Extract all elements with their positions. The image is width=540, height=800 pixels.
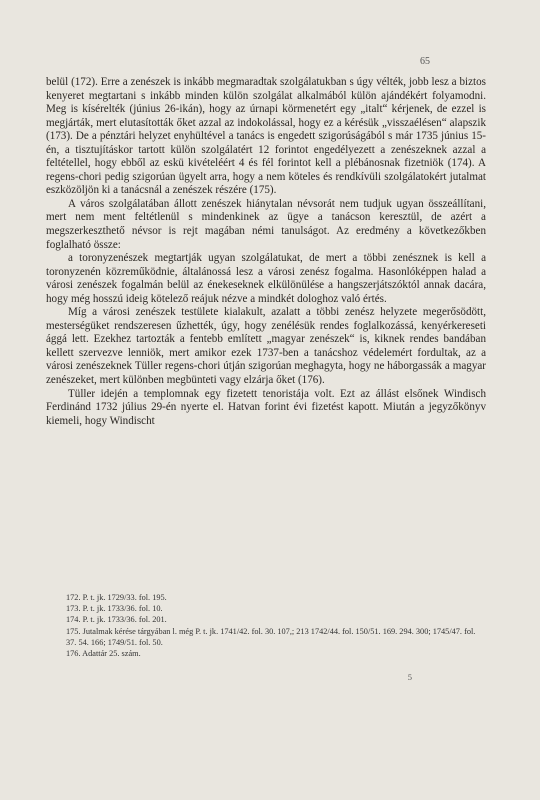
footnote: 175. Jutalmak kérése tárgyában l. még P. t. jk. 1741/42. fol. 30. 107,; 213 1742/44. fol. 150/51. 169. 294. 300; 1745/47. fol. 37. 54. 166; 1749/51. fol. 50. bbox=[66, 626, 476, 647]
paragraph: Míg a városi zenészek testülete kialakult, azalatt a többi zenész helyzete megerősödött, mesterségüket rendszeresen űzhették, úgy, hogy zenélésük rendes foglalkozássá, kenyérkereseti ággá lett. Ezekhez tartozták a fentebb említett „magyar zenészek“ is, kiknek rendes bandában kellett szervezve lenniök, mert amikor ezek 1737-ben a tanácshoz védelemért fordultak, az a városi zenészeknek Tüller regens-chori útján szigorúan meghagyta, hogy ne háborgassák a magyar zenészeket, mert különben megbünteti vagy elzárja őket (176). bbox=[46, 306, 486, 387]
footnote: 176. Adattár 25. szám. bbox=[66, 649, 141, 659]
paragraph: A város szolgálatában állott zenészek hiánytalan névsorát nem tudjuk ugyan összeállítani, mert nem ment feltétlenül s mindenkinek az ügye a tanácson keresztül, de azért a megszerkeszthető névsor is rejt magában némi tanulságot. Az eredmény a következőkben foglalható össze: bbox=[46, 197, 486, 251]
footnote: 173. P. t. jk. 1733/36. fol. 10. bbox=[66, 604, 163, 614]
signature-mark: 5 bbox=[407, 672, 412, 682]
footnotes bbox=[46, 592, 486, 659]
paragraph: Tüller idején a templomnak egy fizetett tenoristája volt. Ezt az állást elsőnek Windisch Ferdinánd 1732 július 29-én nyerte el. Hatvan forint évi fizetést kapott. Miután a jegyzőkönyv kiemeli, hogy Windischt bbox=[46, 387, 486, 427]
footnote: 174. P. t. jk. 1733/36. fol. 201. bbox=[66, 615, 167, 625]
body-text bbox=[46, 76, 486, 428]
footnote: 172. P. t. jk. 1729/33. fol. 195. bbox=[66, 593, 167, 602]
page-number: 65 bbox=[420, 56, 430, 67]
paragraph: a toronyzenészek megtartják ugyan szolgálatukat, de mert a többi zenésznek is kell a toronyzenén közreműködnie, általánossá lesz a városi zenész fogalma. Hasonlóképpen halad a városi zenészek fogalmán belül az énekeseknek elkülönülése a hangszerjátszóktól annak dacára, hogy még hosszú ideig kötelező reájuk nézve a mindkét dologhoz való értés. bbox=[46, 252, 486, 305]
paragraph: belül (172). Erre a zenészek is inkább megmaradtak szolgálatukban s úgy vélték, jobb lesz a biztos kenyeret megtartani s inkább minden külön szolgálat alkalmából külön ajándékért folyamodni. Meg is kísérelték (június 26-ikán), hogy az úrnapi körmenetért egy „italt“ kérjenek, de ezzel is megjárták, mert elutasították őket azzal az indokolással, hogy ez a kérésük „visszaélésen“ alapszik (173). De a pénztári helyzet enyhültével a tanács is engedett szigorúságából s már 1735 június 15-én, a tisztujításkor tartott külön szolgálatért 12 forintot engedélyezett a zenészeknek azzal a feltétellel, hogy ebből az eskü kivételéért 4 és fél forintot kell a plébánosnak fizetniök (174). A regens-chori pedig szigorúan ügyelt arra, hogy a nem köteles és rendkívüli szolgálatokért jutalmat eszközöljön ki a tanácsnál a zenészek részére (175). bbox=[46, 76, 486, 197]
